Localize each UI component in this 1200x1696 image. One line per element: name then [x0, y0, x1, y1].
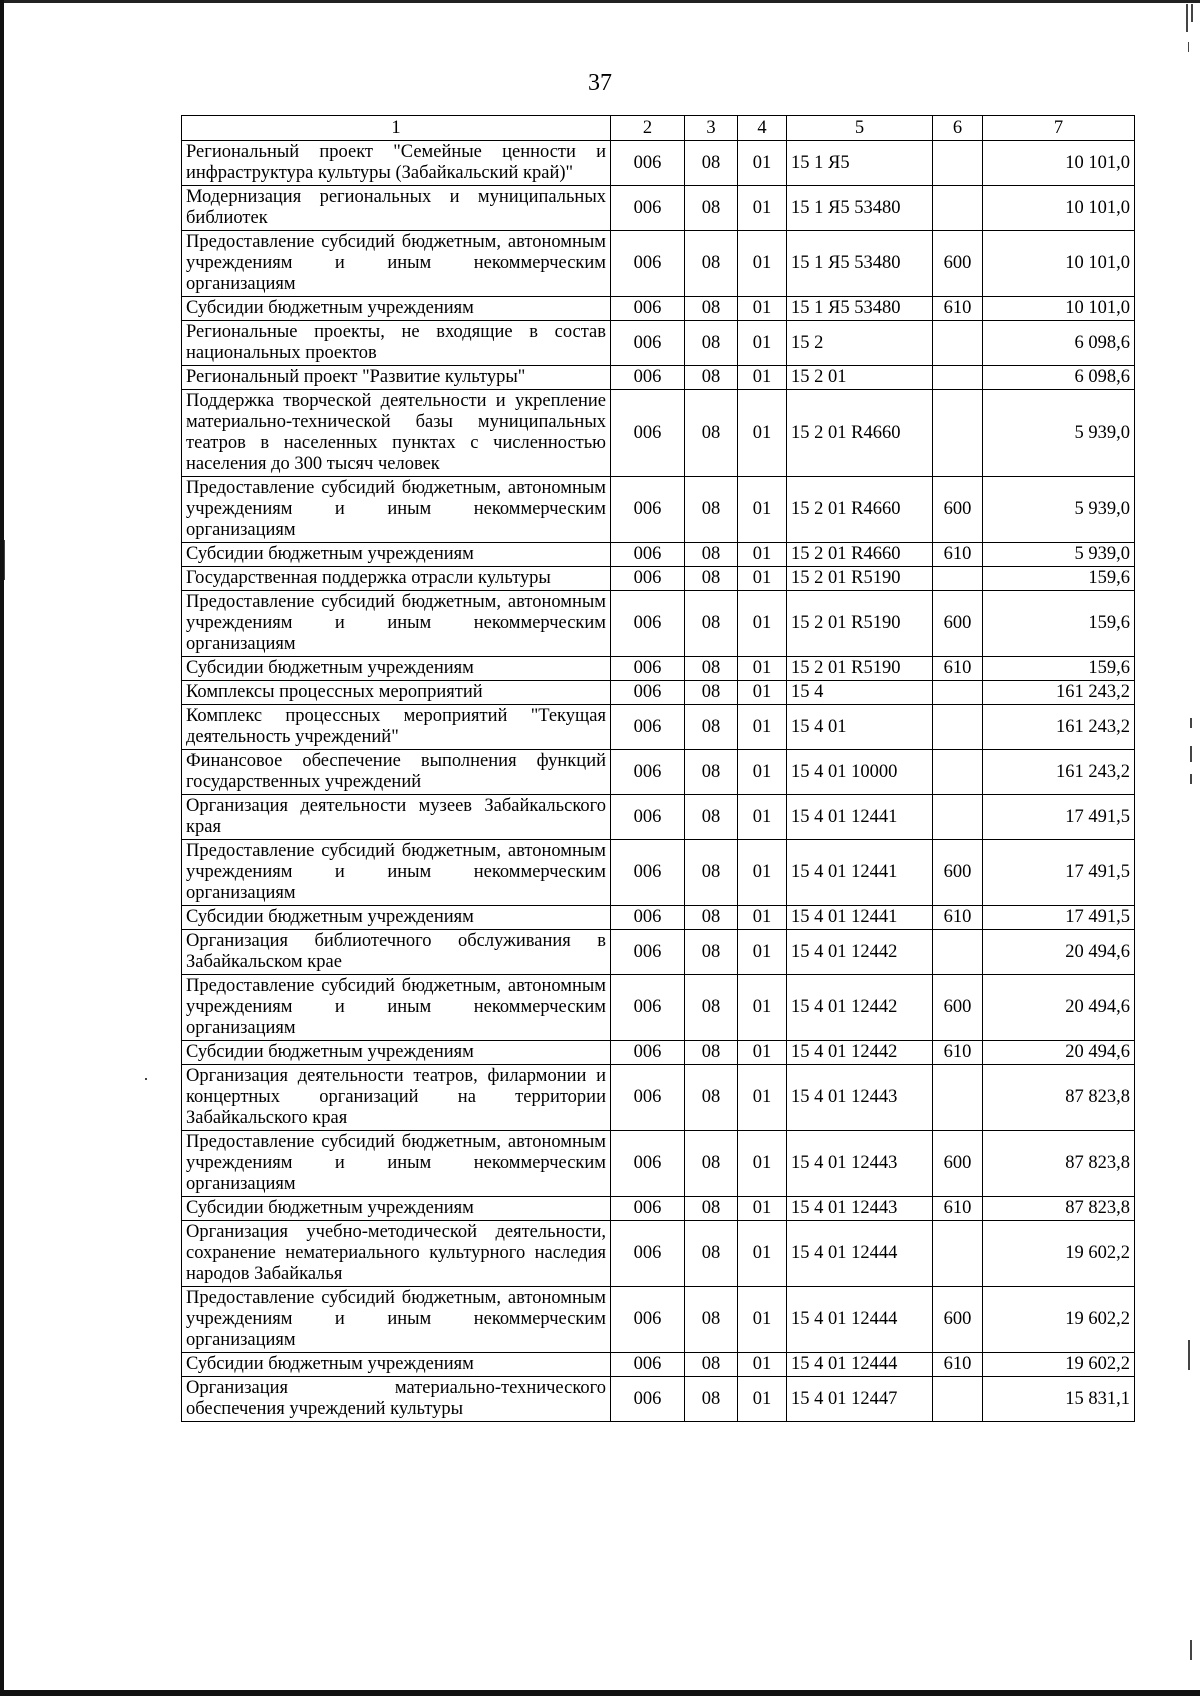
row-code-cell: 006	[611, 567, 685, 591]
row-target-article-cell: 15 1 Я5 53480	[787, 231, 933, 297]
row-name-cell: Поддержка творческой деятельности и укрепление материально-технической базы муниципальных театров в населенных пунктах с численностью населения до 300 тысяч человек	[182, 390, 611, 477]
table-row	[182, 297, 1135, 321]
row-name-cell: Финансовое обеспечение выполнения функций государственных учреждений	[182, 750, 611, 795]
row-target-article-cell: 15 2 01 R5190	[787, 657, 933, 681]
row-section-cell: 08	[685, 1197, 738, 1221]
table-row	[182, 930, 1135, 975]
row-expense-type-cell: 610	[933, 1041, 983, 1065]
scan-mark	[1190, 1640, 1192, 1660]
row-code-cell: 006	[611, 477, 685, 543]
row-section-cell: 08	[685, 1377, 738, 1422]
row-name-cell: Региональный проект "Семейные ценности и инфраструктура культуры (Забайкальский край)"	[182, 141, 611, 186]
row-name-cell: Организация материально-технического обеспечения учреждений культуры	[182, 1377, 611, 1422]
scan-border-left	[0, 0, 4, 1696]
row-subsection-cell: 01	[738, 567, 787, 591]
row-code-cell: 006	[611, 321, 685, 366]
header-cell: 1	[182, 116, 611, 141]
row-section-cell: 08	[685, 1287, 738, 1353]
row-amount-cell: 10 101,0	[983, 186, 1135, 231]
scan-border-bottom	[0, 1690, 1200, 1696]
row-name-cell: Предоставление субсидий бюджетным, автономным учреждениям и иным некоммерческим организациям	[182, 231, 611, 297]
row-expense-type-cell: 600	[933, 1131, 983, 1197]
row-section-cell: 08	[685, 567, 738, 591]
row-code-cell: 006	[611, 750, 685, 795]
table-row	[182, 681, 1135, 705]
budget-table	[181, 115, 1135, 1422]
row-code-cell: 006	[611, 1221, 685, 1287]
table-row	[182, 906, 1135, 930]
row-target-article-cell: 15 4 01 12442	[787, 930, 933, 975]
row-target-article-cell: 15 4 01 12444	[787, 1353, 933, 1377]
row-expense-type-cell: 600	[933, 840, 983, 906]
row-code-cell: 006	[611, 141, 685, 186]
row-code-cell: 006	[611, 231, 685, 297]
row-subsection-cell: 01	[738, 477, 787, 543]
table-row	[182, 567, 1135, 591]
row-amount-cell: 159,6	[983, 657, 1135, 681]
table-row	[182, 1065, 1135, 1131]
row-expense-type-cell: 610	[933, 1197, 983, 1221]
table-row	[182, 1221, 1135, 1287]
header-cell: 6	[933, 116, 983, 141]
row-code-cell: 006	[611, 906, 685, 930]
row-amount-cell: 87 823,8	[983, 1197, 1135, 1221]
table-row	[182, 321, 1135, 366]
row-subsection-cell: 01	[738, 297, 787, 321]
row-code-cell: 006	[611, 390, 685, 477]
table-row	[182, 657, 1135, 681]
row-amount-cell: 5 939,0	[983, 477, 1135, 543]
header-cell: 4	[738, 116, 787, 141]
row-section-cell: 08	[685, 477, 738, 543]
row-amount-cell: 19 602,2	[983, 1287, 1135, 1353]
row-target-article-cell: 15 4 01 12442	[787, 1041, 933, 1065]
row-amount-cell: 20 494,6	[983, 930, 1135, 975]
scan-mark	[1186, 4, 1188, 32]
row-name-cell: Субсидии бюджетным учреждениям	[182, 543, 611, 567]
table-row	[182, 1131, 1135, 1197]
row-subsection-cell: 01	[738, 1353, 787, 1377]
row-code-cell: 006	[611, 1353, 685, 1377]
row-subsection-cell: 01	[738, 840, 787, 906]
row-section-cell: 08	[685, 297, 738, 321]
row-amount-cell: 19 602,2	[983, 1353, 1135, 1377]
row-expense-type-cell: 600	[933, 231, 983, 297]
table-row	[182, 1287, 1135, 1353]
row-section-cell: 08	[685, 1065, 738, 1131]
row-target-article-cell: 15 4 01 12441	[787, 795, 933, 840]
row-name-cell: Предоставление субсидий бюджетным, автономным учреждениям и иным некоммерческим организациям	[182, 1287, 611, 1353]
row-target-article-cell: 15 4 01 12443	[787, 1131, 933, 1197]
row-section-cell: 08	[685, 231, 738, 297]
row-expense-type-cell	[933, 705, 983, 750]
row-subsection-cell: 01	[738, 366, 787, 390]
row-code-cell: 006	[611, 1377, 685, 1422]
row-subsection-cell: 01	[738, 906, 787, 930]
row-expense-type-cell	[933, 366, 983, 390]
row-code-cell: 006	[611, 1287, 685, 1353]
row-code-cell: 006	[611, 1197, 685, 1221]
row-expense-type-cell: 610	[933, 657, 983, 681]
row-expense-type-cell: 610	[933, 906, 983, 930]
row-name-cell: Субсидии бюджетным учреждениям	[182, 297, 611, 321]
row-subsection-cell: 01	[738, 543, 787, 567]
row-target-article-cell: 15 1 Я5 53480	[787, 186, 933, 231]
row-amount-cell: 17 491,5	[983, 906, 1135, 930]
row-subsection-cell: 01	[738, 1131, 787, 1197]
row-target-article-cell: 15 2 01 R5190	[787, 567, 933, 591]
row-subsection-cell: 01	[738, 1377, 787, 1422]
row-expense-type-cell	[933, 930, 983, 975]
row-target-article-cell: 15 4 01 12447	[787, 1377, 933, 1422]
row-subsection-cell: 01	[738, 750, 787, 795]
row-expense-type-cell	[933, 321, 983, 366]
row-name-cell: Субсидии бюджетным учреждениям	[182, 657, 611, 681]
row-target-article-cell: 15 1 Я5	[787, 141, 933, 186]
table-row	[182, 975, 1135, 1041]
row-section-cell: 08	[685, 930, 738, 975]
row-name-cell: Организация учебно-методической деятельности, сохранение нематериального культурного наследия народов Забайкалья	[182, 1221, 611, 1287]
row-name-cell: Предоставление субсидий бюджетным, автономным учреждениям и иным некоммерческим организациям	[182, 477, 611, 543]
row-amount-cell: 10 101,0	[983, 231, 1135, 297]
scan-mark	[1190, 746, 1192, 762]
table-row	[182, 390, 1135, 477]
table-row	[182, 1197, 1135, 1221]
row-name-cell: Региональные проекты, не входящие в состав национальных проектов	[182, 321, 611, 366]
scan-mark	[4, 540, 5, 580]
row-target-article-cell: 15 2 01 R5190	[787, 591, 933, 657]
header-cell: 2	[611, 116, 685, 141]
row-amount-cell: 5 939,0	[983, 390, 1135, 477]
row-subsection-cell: 01	[738, 1221, 787, 1287]
row-name-cell: Региональный проект "Развитие культуры"	[182, 366, 611, 390]
row-expense-type-cell	[933, 1221, 983, 1287]
header-cell: 3	[685, 116, 738, 141]
row-target-article-cell: 15 1 Я5 53480	[787, 297, 933, 321]
row-section-cell: 08	[685, 141, 738, 186]
scan-mark	[145, 1078, 147, 1080]
row-amount-cell: 19 602,2	[983, 1221, 1135, 1287]
row-code-cell: 006	[611, 975, 685, 1041]
table-row	[182, 231, 1135, 297]
row-section-cell: 08	[685, 390, 738, 477]
row-expense-type-cell	[933, 390, 983, 477]
row-subsection-cell: 01	[738, 657, 787, 681]
row-amount-cell: 87 823,8	[983, 1131, 1135, 1197]
table-row	[182, 141, 1135, 186]
scan-mark	[1188, 42, 1189, 52]
row-subsection-cell: 01	[738, 1065, 787, 1131]
row-code-cell: 006	[611, 795, 685, 840]
row-code-cell: 006	[611, 1065, 685, 1131]
header-cell: 7	[983, 116, 1135, 141]
row-expense-type-cell	[933, 1377, 983, 1422]
row-subsection-cell: 01	[738, 186, 787, 231]
table-row	[182, 186, 1135, 231]
row-name-cell: Организация деятельности театров, филармонии и концертных организаций на территории Забайкальского края	[182, 1065, 611, 1131]
row-target-article-cell: 15 4 01 12444	[787, 1287, 933, 1353]
row-expense-type-cell: 610	[933, 543, 983, 567]
table-row	[182, 366, 1135, 390]
row-target-article-cell: 15 4 01 10000	[787, 750, 933, 795]
row-amount-cell: 15 831,1	[983, 1377, 1135, 1422]
row-amount-cell: 87 823,8	[983, 1065, 1135, 1131]
row-target-article-cell: 15 4 01	[787, 705, 933, 750]
table-header-row	[182, 116, 1135, 141]
row-section-cell: 08	[685, 705, 738, 750]
row-section-cell: 08	[685, 681, 738, 705]
row-target-article-cell: 15 4 01 12442	[787, 975, 933, 1041]
scan-mark	[1188, 1340, 1190, 1370]
row-amount-cell: 161 243,2	[983, 750, 1135, 795]
row-expense-type-cell	[933, 186, 983, 231]
row-amount-cell: 20 494,6	[983, 1041, 1135, 1065]
row-section-cell: 08	[685, 1041, 738, 1065]
row-expense-type-cell	[933, 681, 983, 705]
row-expense-type-cell	[933, 795, 983, 840]
row-amount-cell: 161 243,2	[983, 681, 1135, 705]
row-target-article-cell: 15 2 01	[787, 366, 933, 390]
row-subsection-cell: 01	[738, 705, 787, 750]
row-section-cell: 08	[685, 186, 738, 231]
scan-mark	[1190, 718, 1192, 728]
row-subsection-cell: 01	[738, 1197, 787, 1221]
row-expense-type-cell: 600	[933, 591, 983, 657]
row-subsection-cell: 01	[738, 681, 787, 705]
table-row	[182, 750, 1135, 795]
row-section-cell: 08	[685, 906, 738, 930]
row-section-cell: 08	[685, 366, 738, 390]
row-subsection-cell: 01	[738, 975, 787, 1041]
row-name-cell: Модернизация региональных и муниципальных библиотек	[182, 186, 611, 231]
table-row	[182, 591, 1135, 657]
row-amount-cell: 10 101,0	[983, 297, 1135, 321]
row-subsection-cell: 01	[738, 930, 787, 975]
row-section-cell: 08	[685, 975, 738, 1041]
row-name-cell: Организация деятельности музеев Забайкальского края	[182, 795, 611, 840]
row-section-cell: 08	[685, 840, 738, 906]
row-target-article-cell: 15 2	[787, 321, 933, 366]
header-cell: 5	[787, 116, 933, 141]
row-expense-type-cell	[933, 141, 983, 186]
row-amount-cell: 17 491,5	[983, 795, 1135, 840]
table-row	[182, 840, 1135, 906]
row-code-cell: 006	[611, 657, 685, 681]
row-code-cell: 006	[611, 543, 685, 567]
row-subsection-cell: 01	[738, 1041, 787, 1065]
table-row	[182, 477, 1135, 543]
page-number-text: 37	[588, 70, 612, 96]
row-name-cell: Субсидии бюджетным учреждениям	[182, 1197, 611, 1221]
row-amount-cell: 6 098,6	[983, 366, 1135, 390]
row-amount-cell: 159,6	[983, 591, 1135, 657]
row-target-article-cell: 15 2 01 R4660	[787, 543, 933, 567]
row-target-article-cell: 15 4 01 12441	[787, 906, 933, 930]
row-section-cell: 08	[685, 1131, 738, 1197]
table-row	[182, 795, 1135, 840]
row-name-cell: Предоставление субсидий бюджетным, автономным учреждениям и иным некоммерческим организациям	[182, 975, 611, 1041]
row-name-cell: Субсидии бюджетным учреждениям	[182, 906, 611, 930]
table-row	[182, 705, 1135, 750]
row-code-cell: 006	[611, 681, 685, 705]
row-amount-cell: 17 491,5	[983, 840, 1135, 906]
row-subsection-cell: 01	[738, 1287, 787, 1353]
row-section-cell: 08	[685, 591, 738, 657]
row-code-cell: 006	[611, 297, 685, 321]
row-target-article-cell: 15 2 01 R4660	[787, 477, 933, 543]
row-expense-type-cell	[933, 567, 983, 591]
row-name-cell: Организация библиотечного обслуживания в Забайкальском крае	[182, 930, 611, 975]
table-row	[182, 1377, 1135, 1422]
row-code-cell: 006	[611, 705, 685, 750]
scan-border-top	[0, 0, 1200, 3]
row-subsection-cell: 01	[738, 591, 787, 657]
row-amount-cell: 161 243,2	[983, 705, 1135, 750]
row-amount-cell: 5 939,0	[983, 543, 1135, 567]
row-target-article-cell: 15 4 01 12443	[787, 1197, 933, 1221]
table-row	[182, 1353, 1135, 1377]
row-amount-cell: 20 494,6	[983, 975, 1135, 1041]
row-subsection-cell: 01	[738, 795, 787, 840]
row-name-cell: Государственная поддержка отрасли культуры	[182, 567, 611, 591]
row-section-cell: 08	[685, 543, 738, 567]
row-section-cell: 08	[685, 1221, 738, 1287]
row-name-cell: Субсидии бюджетным учреждениям	[182, 1041, 611, 1065]
row-code-cell: 006	[611, 186, 685, 231]
scan-mark	[1191, 4, 1193, 22]
row-target-article-cell: 15 4 01 12443	[787, 1065, 933, 1131]
row-code-cell: 006	[611, 840, 685, 906]
table-row	[182, 543, 1135, 567]
row-amount-cell: 159,6	[983, 567, 1135, 591]
row-name-cell: Предоставление субсидий бюджетным, автономным учреждениям и иным некоммерческим организациям	[182, 840, 611, 906]
row-expense-type-cell: 600	[933, 1287, 983, 1353]
table-body	[182, 141, 1135, 1422]
row-section-cell: 08	[685, 1353, 738, 1377]
row-target-article-cell: 15 4	[787, 681, 933, 705]
row-section-cell: 08	[685, 657, 738, 681]
row-amount-cell: 6 098,6	[983, 321, 1135, 366]
row-expense-type-cell: 600	[933, 975, 983, 1041]
row-code-cell: 006	[611, 1041, 685, 1065]
row-code-cell: 006	[611, 591, 685, 657]
row-subsection-cell: 01	[738, 321, 787, 366]
row-target-article-cell: 15 4 01 12444	[787, 1221, 933, 1287]
row-expense-type-cell	[933, 750, 983, 795]
row-name-cell: Предоставление субсидий бюджетным, автономным учреждениям и иным некоммерческим организациям	[182, 1131, 611, 1197]
row-subsection-cell: 01	[738, 390, 787, 477]
row-subsection-cell: 01	[738, 141, 787, 186]
row-expense-type-cell: 600	[933, 477, 983, 543]
row-code-cell: 006	[611, 366, 685, 390]
row-expense-type-cell: 610	[933, 1353, 983, 1377]
row-amount-cell: 10 101,0	[983, 141, 1135, 186]
row-target-article-cell: 15 4 01 12441	[787, 840, 933, 906]
row-code-cell: 006	[611, 1131, 685, 1197]
row-name-cell: Предоставление субсидий бюджетным, автономным учреждениям и иным некоммерческим организациям	[182, 591, 611, 657]
row-section-cell: 08	[685, 795, 738, 840]
scan-mark	[1190, 774, 1192, 784]
row-section-cell: 08	[685, 321, 738, 366]
row-expense-type-cell: 610	[933, 297, 983, 321]
table-row	[182, 1041, 1135, 1065]
row-name-cell: Комплексы процессных мероприятий	[182, 681, 611, 705]
row-section-cell: 08	[685, 750, 738, 795]
row-code-cell: 006	[611, 930, 685, 975]
row-name-cell: Субсидии бюджетным учреждениям	[182, 1353, 611, 1377]
page-number	[0, 70, 1200, 97]
row-target-article-cell: 15 2 01 R4660	[787, 390, 933, 477]
row-subsection-cell: 01	[738, 231, 787, 297]
row-name-cell: Комплекс процессных мероприятий "Текущая деятельность учреждений"	[182, 705, 611, 750]
row-expense-type-cell	[933, 1065, 983, 1131]
